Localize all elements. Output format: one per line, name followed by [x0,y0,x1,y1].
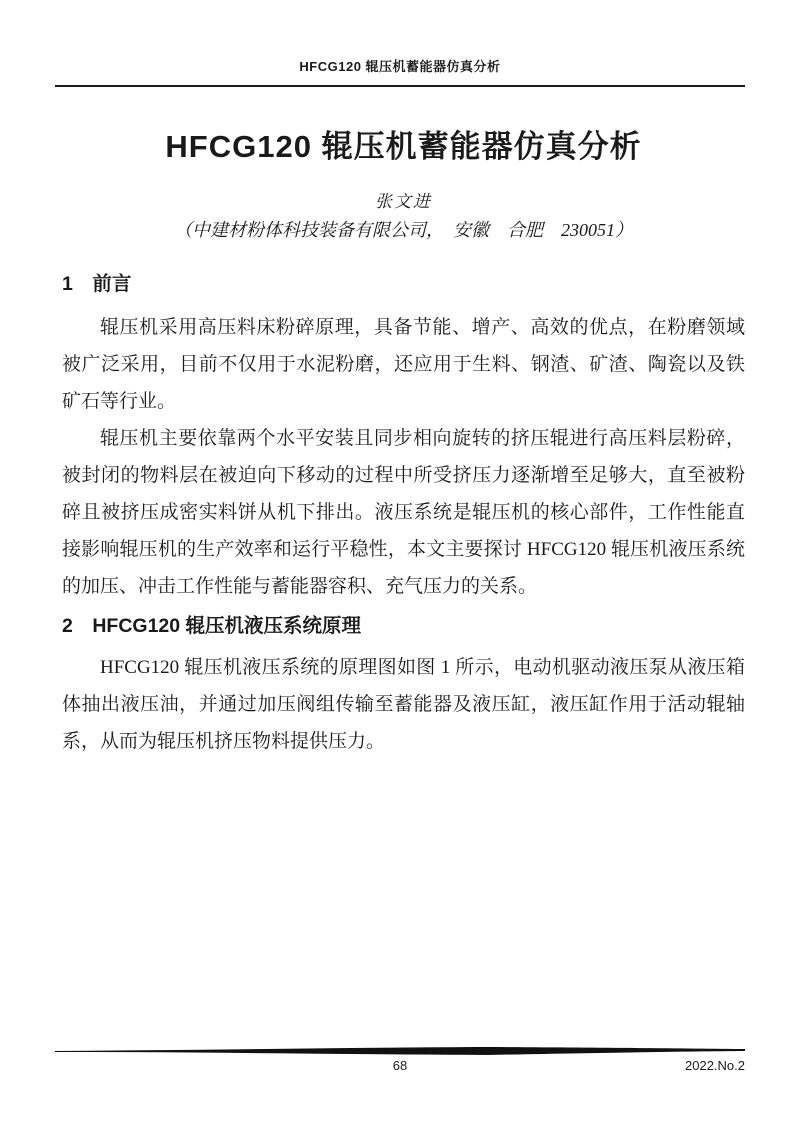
paragraph: 辊压机主要依靠两个水平安装且同步相向旋转的挤压辊进行高压料层粉碎，被封闭的物料层在被迫向下移动的过程中所受挤压力逐渐增至足够大，直至被粉碎且被挤压成密实料饼从机下排出。液压系统是辊压机的核心部件，工作性能直接影响辊压机的生产效率和运行平稳性，本文主要探讨 HFCG120 辊压机液压系统的加压、冲击工作性能与蓄能器容积、充气压力的关系。 [62,428,745,597]
author-name: 张文进 [375,192,432,211]
page-footer [55,1044,745,1076]
paragraph: 辊压机采用高压料床粉碎原理，具备节能、增产、高效的优点，在粉磨领域被广泛采用，目前不仅用于水泥粉磨，还应用于生料、钢渣、矿渣、陶瓷以及铁矿石等行业。 [62,317,745,412]
page-number: 68 [392,1058,408,1073]
running-title: HFCG120 辊压机蓄能器仿真分析 [299,59,501,74]
section-heading-hydraulic-principle: 2 HFCG120 辊压机液压系统原理 [62,615,362,637]
running-header [55,58,745,87]
paragraph: HFCG120 辊压机液压系统的原理图如图 1 所示，电动机驱动液压泵从液压箱体抽出液压油，并通过加压阀组传输至蓄能器及液压缸，液压缸作用于活动辊轴系，从而为辊压机挤压物料提供压力。 [62,657,745,752]
footer-text-row [55,1056,745,1076]
issue-label: 2022.No.2 [685,1058,745,1073]
author-affiliation: （中建材粉体科技装备有限公司， 安徽 合肥 230051） [174,220,633,240]
page-title: HFCG120 辊压机蓄能器仿真分析 [165,129,642,164]
section-heading-intro: 1 前言 [62,273,132,295]
